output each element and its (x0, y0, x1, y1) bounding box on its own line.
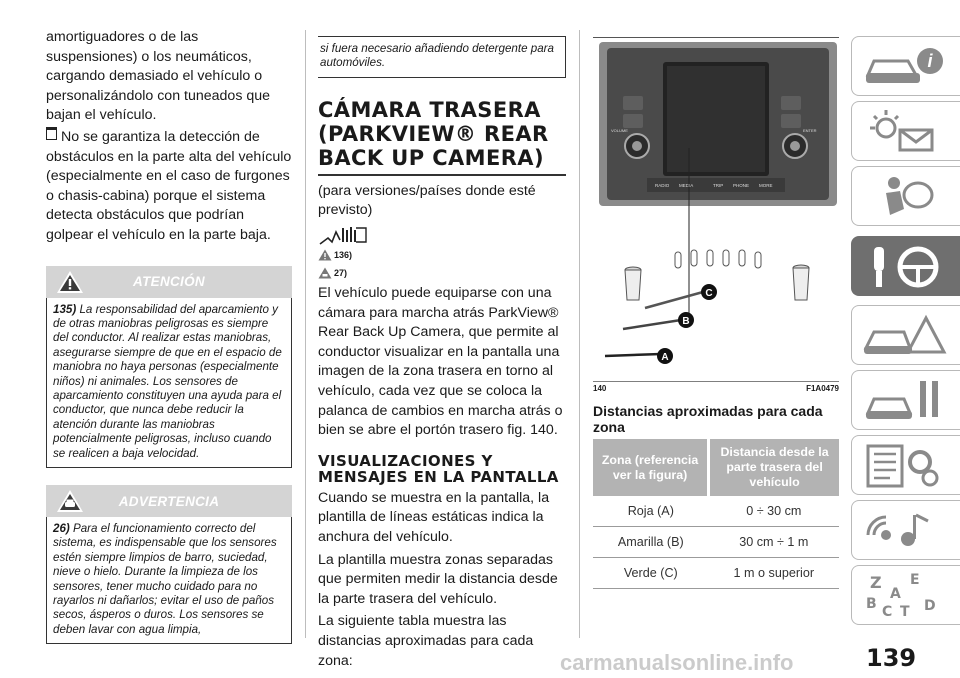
body-paragraph: amortiguadores o de las suspensiones) o los neumáticos, cargando demasiado el vehículo o personalizándolo con tuneados que bajan el vehículo. (46, 29, 271, 124)
svg-text:B: B (866, 596, 877, 612)
tab-maintenance[interactable] (851, 370, 960, 430)
starting-driving-icon (860, 241, 950, 293)
table-row (593, 527, 839, 558)
parking-bollards (675, 250, 761, 268)
zone-label-c (701, 284, 717, 300)
tab-car-info[interactable] (851, 36, 960, 96)
index-icon (860, 570, 950, 622)
watermark-text: carmanualsonline.info (560, 650, 794, 675)
zone-label-a (657, 348, 673, 364)
left-column (46, 0, 292, 644)
car-info-icon (860, 41, 950, 93)
radio-label-phone: PHONE (733, 183, 750, 188)
body-paragraph: No se garantiza la detección de obstáculos en la parte alta del vehículo (especialmente en el caso de furgones o chasis-cabina) porque el sistema detecta obstáculos que podrían golpear el vehículo en la parte baja. (46, 128, 292, 243)
tab-index[interactable] (851, 565, 960, 625)
advisory-text: 26) Para el funcionamiento correcto del sistema, es indispensable que los sensores estén siempre limpios de barro, suciedad, nieve o hielo. Durante la limpieza de los sensores, tener mucho cuidado para no rayarlos ni dañarlos; evitar el uso de paños secos, ásperos o duros. Los sensores se deben lavar con agua limpia, (46, 517, 292, 644)
svg-text:B: B (682, 316, 690, 327)
radio-label-media: MEDIA (679, 183, 694, 188)
camera-figure (593, 38, 839, 382)
versions-note: (para versiones/países donde esté previsto) (318, 182, 536, 219)
emergency-icon (860, 310, 950, 362)
radio-label-radio: RADIO (655, 183, 670, 188)
table-cell: Amarilla (B) (593, 527, 709, 558)
body-paragraph: La siguiente tabla muestra las distancias aproximadas para cada zona: (318, 613, 534, 669)
zone-label-b (678, 312, 694, 328)
svg-text:D: D (924, 598, 936, 614)
radio-label-enter: ENTER (803, 128, 817, 133)
svg-text:Z: Z (870, 573, 882, 592)
svg-text:T: T (900, 604, 910, 620)
radio-label-more: MORE (759, 183, 773, 188)
parking-cone-left (625, 267, 641, 300)
tab-technical-data[interactable] (851, 435, 960, 495)
middle-column (318, 0, 566, 671)
svg-text:A: A (890, 586, 901, 602)
heading-underline (318, 174, 566, 176)
svg-text:C: C (882, 604, 893, 620)
svg-text:A: A (661, 352, 669, 363)
guide-line-red (605, 354, 661, 356)
bullet-icon (46, 127, 57, 140)
car-advisory-icon (56, 489, 84, 518)
svg-text:E: E (910, 572, 920, 588)
warning-text: 135) La responsabilidad del aparcamiento y de otras maniobras peligrosas es siempre del conductor. Al realizar estas maniobras, asegurarse siempre de que en el espacio de maniobra no haya personas (especialmente niños) ni animales. Los sensores de aparcamiento constituyen una ayuda para el conductor, que nunca debe reducir la atención durante las maniobras potencialmente peligrosas, incluso cuando se realicen a baja velocidad. (46, 298, 292, 468)
tab-warning-lights[interactable] (851, 101, 960, 161)
body-paragraph: El vehículo puede equiparse con una cámara para marcha atrás ParkView® Rear Back Up Camera, que permite al conductor visualizar en la pantalla una imagen de la zona trasera en torno al vehículo, cada vez que se coloca la palanca de cambios en marcha atrás o bien se abre el portón trasero fig. 140. (318, 285, 563, 439)
safety-icon (860, 171, 950, 223)
table-row (593, 558, 839, 589)
warning-reference: 136) (318, 248, 566, 262)
warning-title: ATENCIÓN (133, 274, 205, 290)
advisory-reference: 27) (318, 266, 566, 280)
table-cell: Verde (C) (593, 558, 709, 589)
table-row (593, 496, 839, 527)
warning-callout-header (46, 266, 292, 298)
tab-emergency[interactable] (851, 305, 960, 365)
car-advisory-icon (318, 267, 332, 279)
advisory-callout (46, 485, 292, 644)
section-heading: CÁMARA TRASERA (PARKVIEW® REAR BACK UP CAMERA) (318, 97, 549, 170)
guide-line-yellow (623, 320, 681, 329)
column-divider (305, 30, 306, 638)
technical-data-icon (860, 440, 950, 492)
tab-multimedia[interactable] (851, 500, 960, 560)
table-header-row (593, 439, 839, 496)
table-cell: 0 ÷ 30 cm (709, 496, 839, 527)
svg-text:C: C (705, 288, 713, 299)
page-number: 139 (866, 644, 917, 672)
warning-lights-icon (860, 106, 950, 158)
warning-callout (46, 266, 292, 468)
maintenance-icon (860, 375, 950, 427)
radio-label-volume: VOLUME (611, 128, 628, 133)
tab-safety[interactable] (851, 166, 960, 226)
subsection-heading: VISUALIZACIONES Y MENSAJES EN LA PANTALLA (318, 451, 559, 486)
optional-equipment-icon (318, 224, 566, 248)
guide-line-green (645, 292, 703, 308)
right-column (593, 0, 839, 589)
table-header: Zona (referencia ver la figura) (593, 439, 709, 496)
warning-triangle-icon (318, 249, 332, 261)
advisory-title: ADVERTENCIA (118, 493, 220, 509)
warning-triangle-icon (56, 270, 84, 299)
table-cell: Roja (A) (593, 496, 709, 527)
column-divider (579, 30, 580, 638)
table-title: Distancias aproximadas para cada zona (593, 403, 823, 435)
distance-table (593, 439, 839, 589)
radio-label-trip: TRIP (713, 183, 724, 188)
figure-code: F1A0479 (806, 384, 839, 393)
figure-caption (593, 384, 839, 393)
advisory-callout-header (46, 485, 292, 517)
table-cell: 1 m o superior (709, 558, 839, 589)
table-header: Distancia desde la parte trasera del vehículo (709, 439, 839, 496)
tab-starting-driving[interactable] (851, 236, 960, 296)
parking-cone-right (793, 265, 809, 300)
figure-number: 140 (593, 384, 607, 393)
multimedia-icon (860, 505, 950, 557)
advisory-continued-text: si fuera necesario añadiendo detergente para automóviles. (318, 36, 566, 78)
body-paragraph: La plantilla muestra zonas separadas que permiten medir la distancia desde la parte trasera del vehículo. (318, 551, 558, 607)
table-cell: 30 cm ÷ 1 m (709, 527, 839, 558)
svg-text:i: i (927, 51, 933, 71)
body-paragraph: Cuando se muestra en la pantalla, la plantilla de líneas estáticas indica la anchura del vehículo. (318, 489, 550, 545)
